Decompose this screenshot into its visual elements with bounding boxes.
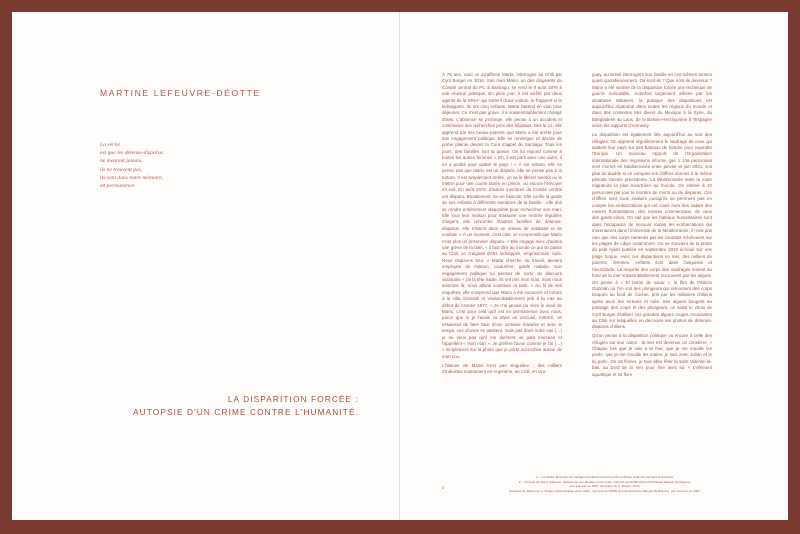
paragraph: À 76 ans, voici ce qu'affirme Marta, interrogée au Chili par Cyril Burget en 2016. Son mari Mario, un des dirigeants du Comité central du PC à Santiago, se rend le 9 août 1976 à une réunion politique. En plein jour, il est arrêté par deux agents de la DINA¹ qui sortent d'une voiture, le frappent et le kidnappent. Ils ont cinq enfants. Marta l'attend en vain pour déjeuner. Ce n'est pas grave, il a vraisemblablement changé d'avis. L'absence se prolonge, elle pense à un accident et commence ses recherches près des hôpitaux. Dès le 12, elle apprend par ses beaux-parents que Mario a été arrêté pour son engagement politique. Elle se renseigne et décide de porter plainte devant la Cour d'appel de Santiago. Tous les jours, des familles font la queue. On lui répond comme à toutes les autres femmes « Oh, il est parti avec une autre, il en a profité pour quitter le pays ! » À cet instant, elle ne pense pas que Mario est un disparu, elle ne pense pas à la torture. Il est simplement arrêté, on va le libérer bientôt ou le mettre pour une courte durée en prison, ou encore l'envoyer en exil. En août 1976, d'autres membres du Comité central ont disparu. Brutalement, sa vie bascule. Elle confie la garde de ses enfants à différents membres de la famille : elle doit se rendre entièrement disponible pour rechercher son mari. Elle loue leur maison pour s'assurer une rentrée régulière d'argent, elle rencontre d'autres familles de détenus-disparus, elle s'inscrit dans un réseau de solidarité et de combat. « À un moment, c'est clair. Je comprends que Mario n'est plus un prisonnier disparu. » Elle engage avec d'autres une grève de la faim, « il faut dire au monde ce qui se passe au Chili, on craignait d'être kidnappés, emprisonnés, tués. Nous risquions tout. » Marta cherche du travail, devient employée de maison, couturière, garde malade. Son engagement politique lui permet de sortir du discours victimaire « j'ai la tête haute. Ils ont pris mon mari, mais nous sommes là, nous allons continuer la lutte. » Au fil de ses enquêtes, elle comprend que Mario a été incarcéré et torturé à la villa Grimaldi et vraisemblablement jeté à la mer au début de l'année 1977. « Je n'ai jamais pu vivre le deuil de Mario, c'est pour cela qu'il est en permanence avec nous, parce que si je l'avais vu dans un cercueil, enterré, on essaierait de faire face d'une certaine manière et avec le temps, ces choses se passent, mais pas dans notre cas (…) je ne veux pas qu'il me donnent un petit morceau et l'appellent « mon mari ». Je préfère l'avoir comme je l'ai (…) » simplement sur la photo que je porte accrochée autour de mon cou.	[442, 72, 562, 359]
epigraph-line: ils ne trouvent pas,	[100, 166, 143, 173]
footnote: 1 — La DINA, Dirección de Inteligencia Nacional est la police politique chilienne pendant la dictature.	[535, 475, 675, 479]
epigraph-line: en permanence.	[100, 183, 136, 190]
paragraph: guay, au Brésil interrogent leur famille en ces mêmes termes quasi quotidiennement. Où sont-ils ? Que sont-ils devenus ? Mario a été victime de la disparition forcée une technique de guerre redoutable. Autrefois largement utilisée par les dictatures militaires, la pratique des disparitions est aujourd'hui répandue dans toutes les régions du monde et dans des contextes très divers du Mexique à la Syrie, du Bangladesh au Laos, de la Bosnie-Herzégovine à l'Espagne selon les rapports d'Amnesty.	[592, 72, 712, 129]
right-page	[400, 12, 788, 520]
chapter-title	[133, 393, 359, 419]
page-number: 3	[442, 486, 444, 490]
paragraph: L'histoire de Marta n'est pas singulière ; des milliers d'individus notamment en Argentine, au Chili, en Uru-	[442, 362, 562, 375]
paragraph: La disparition est également liée aujourd'hui au sort des réfugiés. On apprend régulièrement le naufrage de ceux qui quittent leur pays sur des bateaux de fortune pour rejoindre l'Europe. Un nouveau rapport de l'Organisation internationale des migrations informe que 1 146 personnes sont mortes en Méditerranée entre janvier et juin 2021, soit plus du double si on compare les chiffres donnés à la même période l'année précédente. La Méditerranée reste la route migratoire la plus meurtrière au monde. On estime à 10 personnes par jour le nombre de morts ou de disparus. Ces chiffres sont sous évalués puisqu'ils ne prennent pas en compte les embarcations qui ont coulé hors des radars des navires humanitaires, des navires commerciaux, de ceux des garde-côtes. On sait que les bateaux humanitaires sont dans l'incapacité de secourir toutes les embarcations qui s'aventurent dans l'immensité de la Méditerranée, il n'est pas rare que des corps ramenés par les courants s'échouent sur les plages de Libye notamment. On se souvient de la photo du petit Aylan publiée en septembre 2015 échoué sur une plage turque. Avec ces disparitions en mer, des milliers de parents, femmes, enfants sont dans l'angoisse et l'incertitude. La majorité des corps des naufragés restent au fond de la mer vraisemblablement recouverts par les algues. On pense à « El botón de nacar », le film de Patricio Guzmán où l'on voit des plongeurs qui remontent des corps bloqués au fond de l'océan, pris par les militaires chiliens après avoir été torturés et tués. Ses algues bougent au passage des corps et des plongeurs, on saisit le choix de Cyril Burget d'utiliser ces grandes algues rouges mouvantes au Chili sur lesquelles en découvre les photos de détenus-disparus chiliens.	[592, 132, 712, 330]
left-page	[12, 12, 399, 520]
chapter-title-line: AUTOPSIE D'UN CRIME CONTRE L'HUMANITÉ.	[133, 407, 359, 417]
footnote: pris à la mer en 1987. Entretien de C. Burget, 2016.	[569, 484, 641, 489]
text-column-1	[442, 72, 562, 462]
epigraph-line: ne meurent jamais,	[100, 158, 143, 165]
book-spread	[12, 12, 788, 520]
epigraph-line: est que les détenus-disparus	[100, 150, 163, 157]
paragraph: Qu'on pense à la disparition politique ou encore à celle des réfugiés sur leur canot : la mer est devenue un cimetière. « Chaque fois que je vais à la mer, que je me mouille les pieds, que je me mouille les mains, je suis avec Julian et je lui parle. On 18 février, je suis allée fêter la saint Valentin là-bas, au bord de la mer pour être avec lui. » L'élément aquatique et sa flore	[592, 333, 712, 377]
chapter-title-line: LA DISPARITION FORCÉE :	[227, 394, 359, 404]
epigraph	[100, 141, 270, 190]
footnote: 2 — Propos de Maria chilienne, partisan de son abrasion (voir note), membre du FPMR (Front Patriotique Manuel Rodríguez),	[518, 479, 692, 484]
footnotes	[440, 475, 770, 493]
footnote: Entretien de Maria par C. Burget. Rosa Mélisse José Julian, membre du FPMR (Frente Patriótico Manuel Rodríguez), pris à la mer en 1987.	[509, 488, 701, 493]
epigraph-line: La vérité	[100, 142, 121, 148]
author-name: MARTINE LEFEUVRE-DÉOTTE	[100, 88, 261, 98]
epigraph-line: ils sont dans notre mémoire,	[100, 174, 164, 181]
text-column-2	[592, 72, 712, 462]
